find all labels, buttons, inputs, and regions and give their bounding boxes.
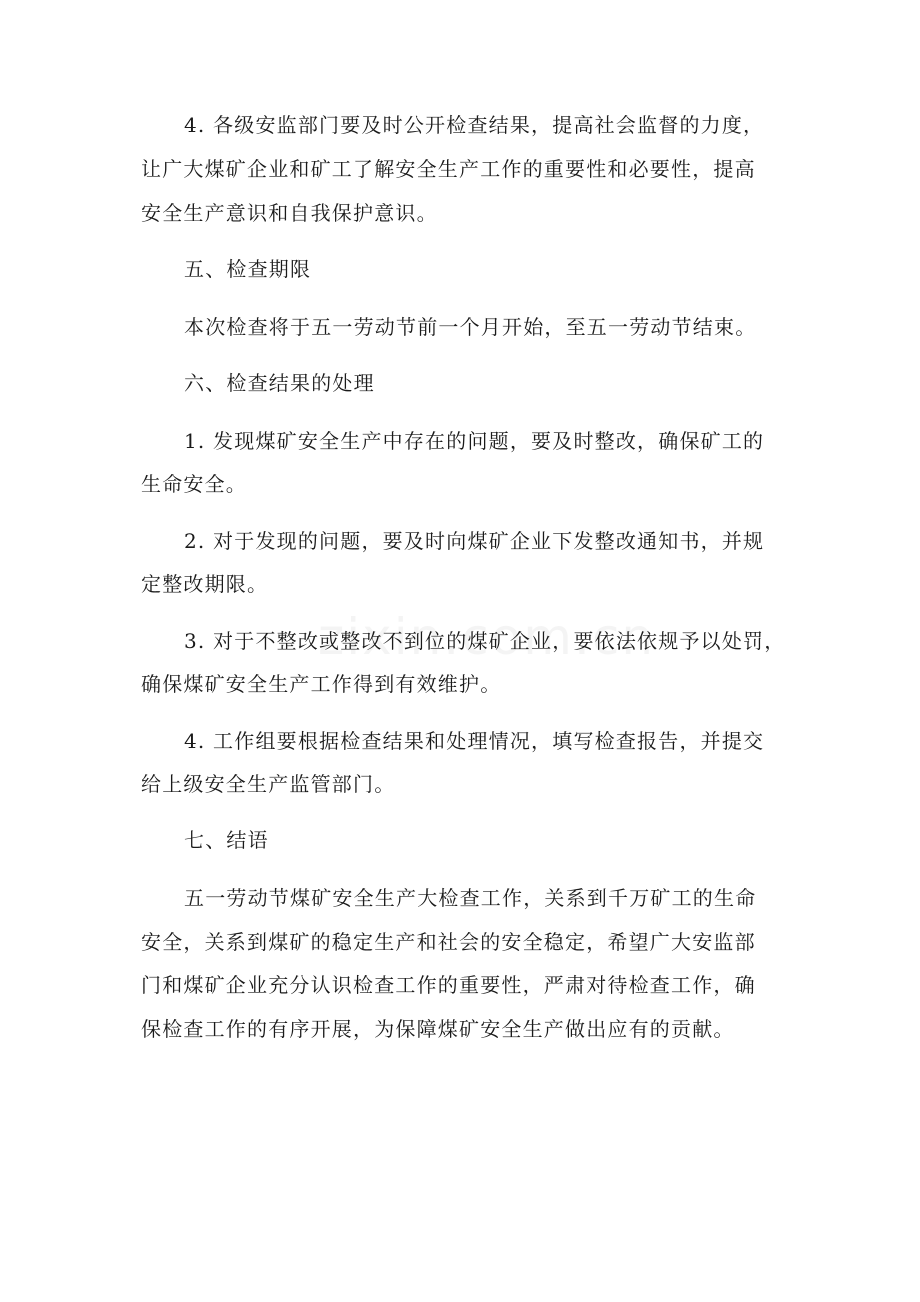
paragraph-line: 生命安全。 [141,472,247,496]
section-heading-6: 六、检查结果的处理 [184,371,375,395]
section-heading-5: 五、检查期限 [184,257,312,281]
paragraph-line: 定整改期限。 [141,572,269,596]
paragraph-line: 五一劳动节煤矿安全生产大检查工作，关系到千万矿工的生命 [184,886,757,910]
paragraph-line: 本次检查将于五一劳动节前一个月开始，至五一劳动节结束。 [184,315,757,339]
paragraph-line: 2. 对于发现的问题，要及时向煤矿企业下发整改通知书，并规 [184,529,765,553]
paragraph-line: 安全，关系到煤矿的稳定生产和社会的安全稳定，希望广大安监部 [141,930,756,954]
paragraph-line: 让广大煤矿企业和矿工了解安全生产工作的重要性和必要性，提高 [141,157,756,181]
paragraph-line: 4. 各级安监部门要及时公开检查结果，提高社会监督的力度， [184,113,765,137]
paragraph-line: 1. 发现煤矿安全生产中存在的问题，要及时整改，确保矿工的 [184,429,765,453]
paragraph-line: 4. 工作组要根据检查结果和处理情况，填写检查报告，并提交 [184,729,765,753]
paragraph-line: 门和煤矿企业充分认识检查工作的重要性，严肃对待检查工作，确 [141,973,756,997]
paragraph-line: 安全生产意识和自我保护意识。 [141,201,438,225]
section-heading-7: 七、结语 [184,828,269,852]
paragraph-line: 确保煤矿安全生产工作得到有效维护。 [141,672,502,696]
paragraph-line: 给上级安全生产监管部门。 [141,772,396,796]
paragraph-line: 3. 对于不整改或整改不到位的煤矿企业，要依法依规予以处罚， [184,629,786,653]
paragraph-line: 保检查工作的有序开展，为保障煤矿安全生产做出应有的贡献。 [141,1017,735,1041]
